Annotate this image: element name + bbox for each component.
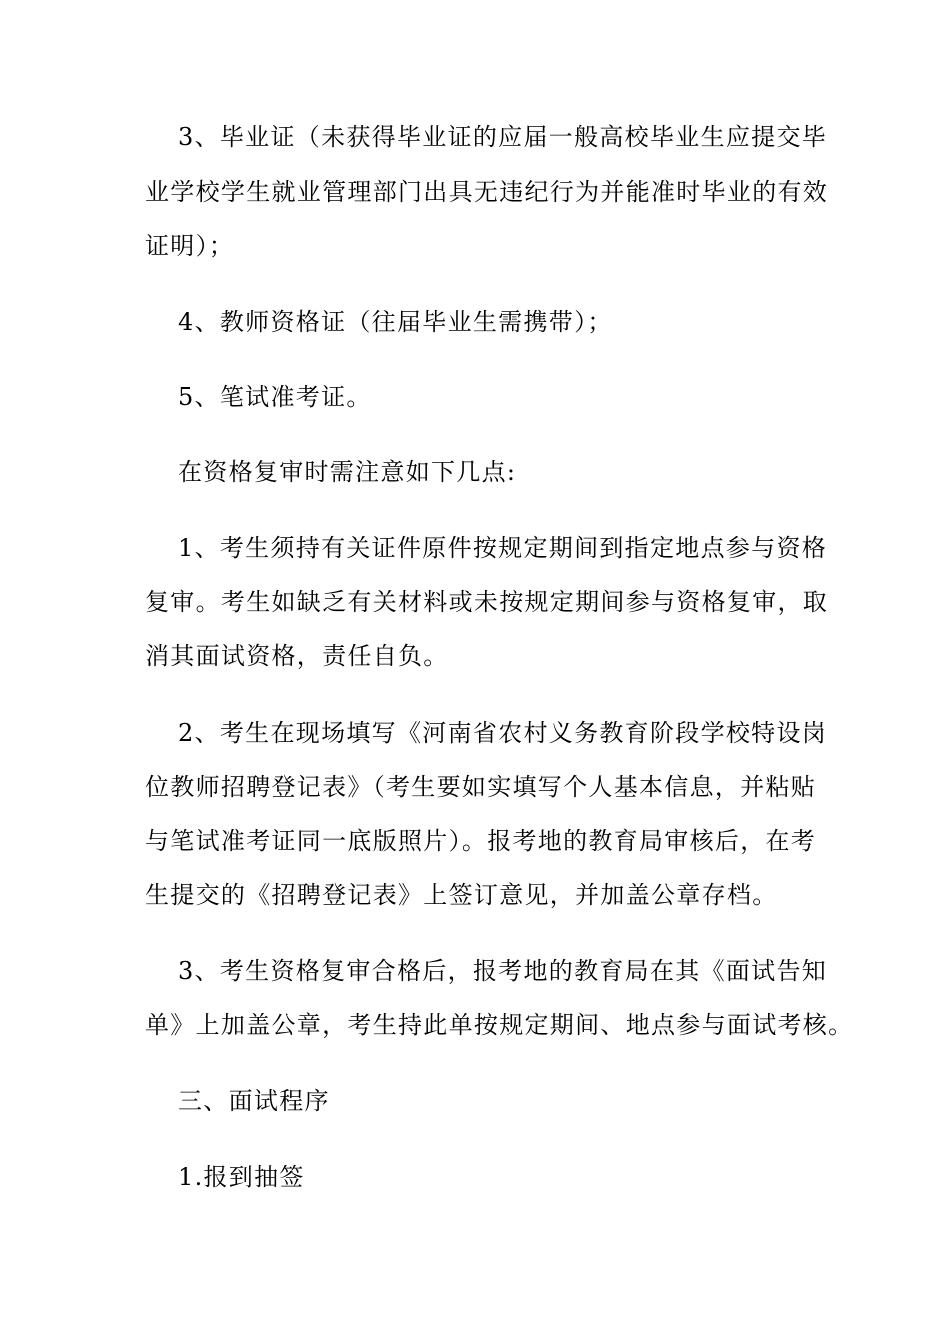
text-line-note2-line4: 生提交的《招聘登记表》上签订意见，并加盖公章存档。 [145,881,778,909]
text-line-item5: 5、笔试准考证。 [178,383,372,411]
text-line-note1-line2: 复审。考生如缺乏有关材料或未按规定期间参与资格复审，取 [145,588,829,616]
subsection-heading-registration: 1.报到抽签 [178,1163,305,1191]
text-line-note3-line1: 3、考生资格复审合格后，报考地的教育局在其《面试告知 [178,957,828,985]
text-line-item3-line1: 3、毕业证（未获得毕业证的应届一般高校毕业生应提交毕 [178,123,828,151]
text-line-item4: 4、教师资格证（往届毕业生需携带）； [178,308,613,336]
text-line-note2-line1: 2、考生在现场填写《河南省农村义务教育阶段学校特设岗 [178,719,828,747]
text-line-item3-line2: 业学校学生就业管理部门出具无违纪行为并能准时毕业的有效 [145,178,829,206]
text-line-note2-line3: 与笔试准考证同一底版照片）。报考地的教育局审核后，在考 [145,827,817,855]
text-line-note1-line3: 消其面试资格，责任自负。 [145,642,449,670]
text-line-note3-line2: 单》上加盖公章，考生持此单按规定期间、地点参与面试考核。 [145,1011,854,1039]
text-line-note1-line1: 1、考生须持有关证件原件按规定期间到指定地点参与资格 [178,534,828,562]
section-heading-interview-procedure: 三、面试程序 [178,1087,330,1115]
text-line-notes-heading: 在资格复审时需注意如下几点: [178,458,517,486]
text-line-item3-line3: 证明）； [145,232,235,260]
text-line-note2-line2: 位教师招聘登记表》（考生要如实填写个人基本信息，并粘贴 [145,773,817,801]
